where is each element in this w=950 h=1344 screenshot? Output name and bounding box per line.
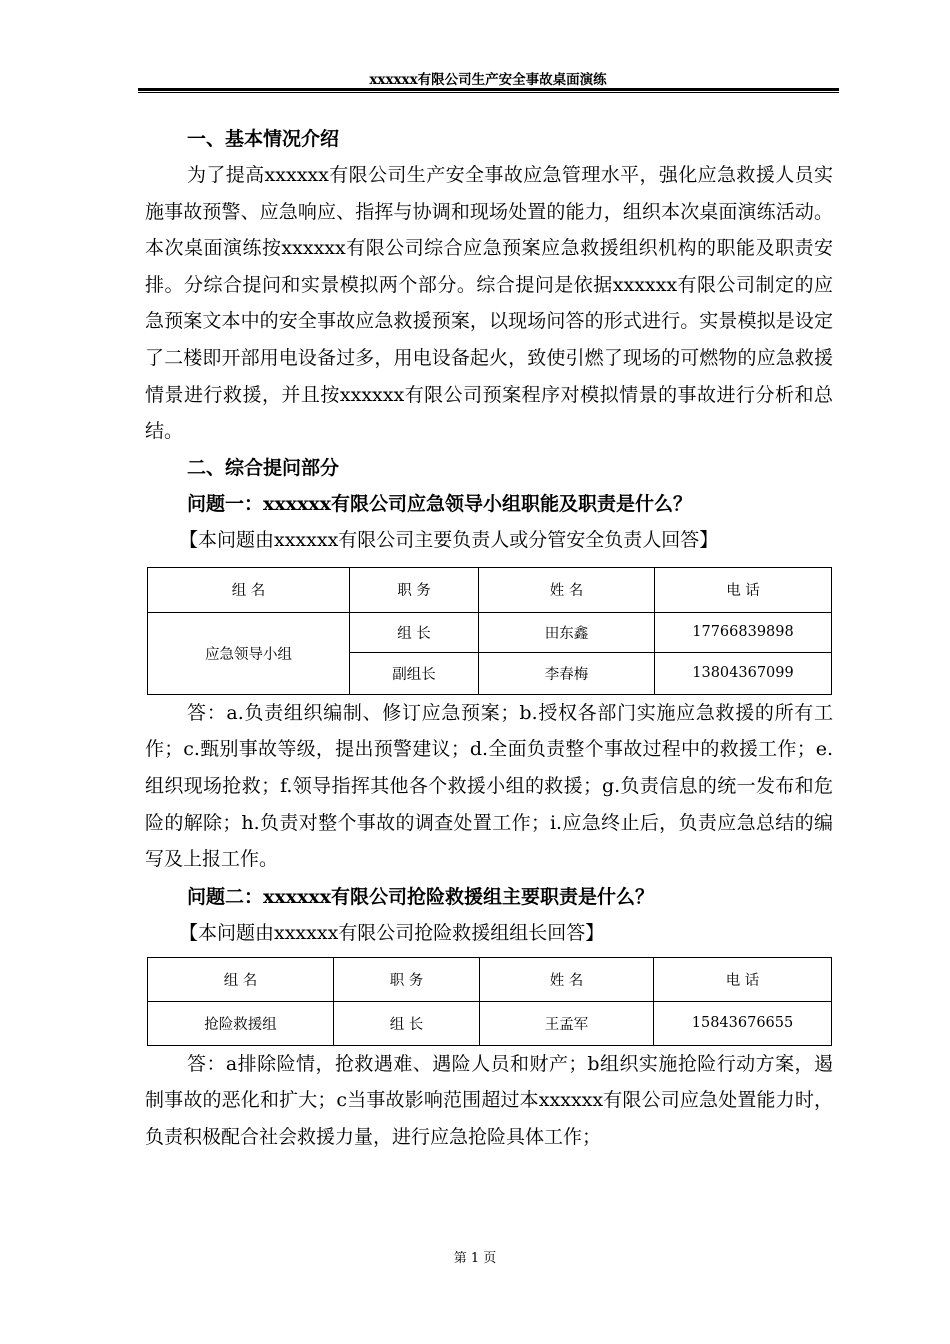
header-role: 职 务 bbox=[350, 567, 479, 612]
q1-table bbox=[147, 567, 832, 695]
page-number: 第 1 页 bbox=[453, 1251, 497, 1266]
section1-heading: 一、基本情况介绍 bbox=[187, 128, 340, 150]
role-cell: 副组长 bbox=[350, 652, 479, 694]
q1-question: 问题一：xxxxxx有限公司应急领导小组职能及职责是什么？ bbox=[187, 492, 692, 515]
header-group: 组 名 bbox=[148, 567, 350, 612]
header-phone: 电 话 bbox=[654, 957, 832, 1001]
phone-cell: 13804367099 bbox=[655, 652, 832, 694]
section2-heading: 二、综合提问部分 bbox=[187, 456, 340, 479]
group-name-cell: 应急领导小组 bbox=[148, 612, 350, 694]
header-name: 姓 名 bbox=[480, 957, 654, 1001]
table-header-row bbox=[148, 567, 832, 612]
phone-cell: 17766839898 bbox=[655, 612, 832, 652]
name-cell: 田东鑫 bbox=[479, 612, 655, 652]
table-header-row bbox=[148, 957, 832, 1001]
q1-note: 【本问题由xxxxxx有限公司主要负责人或分管安全负责人回答】 bbox=[179, 528, 719, 551]
header-role: 职 务 bbox=[334, 957, 480, 1001]
table-row bbox=[148, 1001, 832, 1045]
q2-note: 【本问题由xxxxxx有限公司抢险救援组组长回答】 bbox=[179, 921, 605, 944]
q2-answer: 答：a排除险情，抢救遇难、遇险人员和财产；b组织实施抢险行动方案，遏制事故的恶化和扩大；c当事故影响范围超过本xxxxxx有限公司应急处置能力时，负责积极配合社会救援力量，进行应急抢险具体工作； bbox=[145, 1052, 833, 1148]
table-row bbox=[148, 612, 832, 652]
page-header-title: xxxxxx有限公司生产安全事故桌面演练 bbox=[369, 72, 607, 88]
role-cell: 组 长 bbox=[350, 612, 479, 652]
name-cell: 李春梅 bbox=[479, 652, 655, 694]
section1-paragraph: 为了提高xxxxxx有限公司生产安全事故应急管理水平，强化应急救援人员实施事故预警、应急响应、指挥与协调和现场处置的能力，组织本次桌面演练活动。本次桌面演练按xxxxxx有限公司综合应急预案应急救援组织机构的职能及职责安排。分综合提问和实景模拟两个部分。综合提问是依据xxxxxx有限公司制定的应急预案文本中的安全事故应急救援预案，以现场问答的形式进行。实景模拟是设定了二楼即开部用电设备过多，用电设备起火，致使引燃了现场的可燃物的应急救援情景进行救援，并且按xxxxxx有限公司预案程序对模拟情景的事故进行分析和总结。 bbox=[145, 164, 833, 443]
document-body bbox=[145, 121, 833, 1156]
header-group: 组 名 bbox=[148, 957, 334, 1001]
role-cell: 组 长 bbox=[334, 1001, 480, 1045]
header-phone: 电 话 bbox=[655, 567, 832, 612]
header-divider bbox=[138, 88, 839, 93]
header-name: 姓 名 bbox=[479, 567, 655, 612]
q1-answer: 答：a.负责组织编制、修订应急预案；b.授权各部门实施应急救援的所有工作；c.甄别事故等级，提出预警建议；d.全面负责整个事故过程中的救援工作；e.组织现场抢救；f.领导指挥其他各个救援小组的救援；g.负责信息的统一发布和危险的解除；h.负责对整个事故的调查处置工作；i.应急终止后，负责应急总结的编写及上报工作。 bbox=[145, 701, 833, 871]
name-cell: 王孟军 bbox=[480, 1001, 654, 1045]
q2-table bbox=[147, 957, 832, 1046]
group-name-cell: 抢险救援组 bbox=[148, 1001, 334, 1045]
q2-question: 问题二：xxxxxx有限公司抢险救援组主要职责是什么？ bbox=[187, 885, 654, 908]
phone-cell: 15843676655 bbox=[654, 1001, 832, 1045]
